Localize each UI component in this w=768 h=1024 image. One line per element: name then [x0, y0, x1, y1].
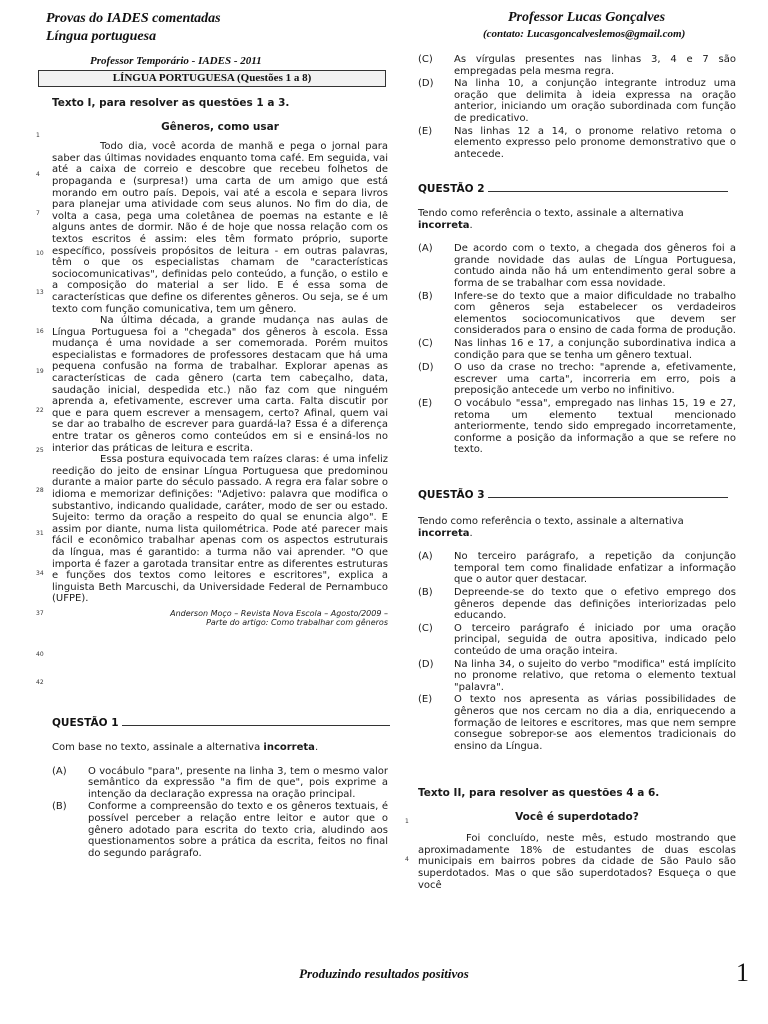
texto1-paragraph-2: Na última década, a grande mudança nas aulas de Língua Portuguesa foi a "chegada" dos gêneros à escola. Essa mudança é uma novidade a ser comemorada. Porém muitos especialistas e formadores de professores destacam que há uma pequena confusão na forma de trabalhar. Explorar apenas as características de cada gênero (carta tem cabeçalho, data, saudação inicial, despedida etc.) não faz com que ninguém aprenda a, efetivamente, escrever uma carta. Falta discutir por que e para quem escrever a mensagem, certo? Afinal, quem vai se dar ao trabalho de escrever para guardá-la? Essa é a diferença entre tratar os gêneros como conteúdos em si e ensiná-los no interior das práticas de leitura e escrita.: [52, 315, 388, 454]
line-number: 28: [36, 487, 44, 494]
texto2-title: Você é superdotado?: [515, 810, 639, 823]
texto1-source-line-1: Anderson Moço – Revista Nova Escola – Agosto/2009 –: [170, 608, 388, 618]
question-1-option-e[interactable]: (E) Nas linhas 12 a 14, o pronome relativo retoma o elemento expresso pelo pronome demonstrativo que o antecede.: [418, 125, 736, 160]
header-left: [46, 10, 221, 46]
question-3-option-d[interactable]: (D) Na linha 34, o sujeito do verbo "modifica" está implícito no pronome relativo, que retoma o elemento textual "palavra".: [418, 658, 736, 693]
question-1-option-c[interactable]: (C) As vírgulas presentes nas linhas 3, 4 e 7 são empregadas pela mesma regra.: [418, 54, 736, 77]
question-2-heading: [418, 182, 728, 195]
question-1-option-d[interactable]: (D) Na linha 10, a conjunção integrante introduz uma oração que delimita à ideia expressa na oração anterior, iniciando um oração subordinada com função de predicativo.: [418, 78, 736, 124]
question-3-option-c[interactable]: (C) O terceiro parágrafo é iniciado por uma oração principal, seguida de outra apositiva, indicado pelo conteúdo de uma oração inteira.: [418, 622, 736, 657]
line-number: 37: [36, 610, 44, 617]
question-2-label: QUESTÃO 2: [418, 183, 485, 195]
question-2-option-e[interactable]: (E) O vocábulo "essa", empregado nas linhas 15, 19 e 27, retoma um elemento textual mencionado anteriormente, tendo sido empregado incorretamente, conforme a posição da informação a que se refere no texto.: [418, 397, 736, 456]
question-2-option-b[interactable]: (B) Infere-se do texto que a maior dificuldade no trabalho com gêneros seja estabelecer os verdadeiros elementos sociocomunicativos que devem ser considerados para o ensino de cada forma de produção.: [418, 290, 736, 337]
texto1-paragraph-1: Todo dia, você acorda de manhã e pega o jornal para saber das últimas novidades enquanto toma café. Em seguida, vai até a caixa de correio e descobre que recebeu folhetos de propaganda e (surpresa!) uma carta de um amigo que está morando em outro país. Depois, vai até a escola e separa livros para planejar uma atividade com seus alunos. No fim do dia, de volta a casa, pega uma coletânea de poemas na estante e lê alguns antes de dormir. Não é de hoje que nossa relação com os textos escritos é assim: eles têm formato próprio, suporte específico, possíveis propósitos de leitura - em outras palavras, têm o que os especialistas chamam de "características sociocomunicativas", definidas pelo conteúdo, a função, o estilo e a composição do material a ser lido. E é essa soma de características que define os diferentes gêneros. Ou seja, se é um texto com função comunicativa, tem um gênero.: [52, 141, 388, 315]
line-number: 19: [36, 368, 44, 375]
question-3-label: QUESTÃO 3: [418, 489, 485, 501]
line-number: 10: [36, 250, 44, 257]
line-number: 13: [36, 289, 44, 296]
line-number: 1: [36, 132, 40, 139]
header-contact: (contato: Lucasgoncalveslemos@gmail.com): [483, 28, 686, 40]
page-footer: Produzindo resultados positivos: [299, 966, 469, 981]
line-number: 34: [36, 570, 44, 577]
line-number: 4: [36, 171, 40, 178]
header-subject: Língua portuguesa: [46, 29, 157, 44]
texto1-source-line-2: Parte do artigo: Como trabalhar com gêneros: [206, 617, 388, 627]
question-1-body: [52, 742, 388, 859]
question-2-prompt: Tendo como referência o texto, assinale a alternativa incorreta.: [418, 208, 684, 231]
line-number: 40: [36, 651, 44, 658]
texto1-title: Gêneros, como usar: [161, 120, 279, 133]
question-2-rule: [488, 182, 728, 192]
question-2-body: [418, 208, 736, 457]
header-course-title: Provas do IADES comentadas: [46, 11, 221, 26]
question-1-continued: [418, 54, 736, 161]
texto2-intro: Texto II, para resolver as questões 4 a 6.: [418, 787, 660, 799]
line-number: 16: [36, 328, 44, 335]
question-2-option-a[interactable]: (A) De acordo com o texto, a chegada dos gêneros foi a grande novidade das aulas de Língua Portuguesa, contudo ainda não há um entendimento geral sobre a forma de se trabalhar com essa novidade.: [418, 243, 736, 289]
page-number: 1: [736, 958, 749, 987]
exam-title: Professor Temporário - IADES - 2011: [90, 55, 262, 67]
texto1-article: [52, 98, 388, 627]
question-3-option-b[interactable]: (B) Depreende-se do texto que o efetivo emprego dos gêneros depende das definições interiorizadas pelo educando.: [418, 586, 736, 622]
question-1-heading: [52, 716, 390, 729]
section-bar: LÍNGUA PORTUGUESA (Questões 1 a 8): [38, 70, 386, 87]
question-3-heading: [418, 488, 728, 501]
question-3-body: [418, 516, 736, 753]
question-3-option-e[interactable]: (E) O texto nos apresenta as várias possibilidades de gêneros que nos cercam no dia a dia, enriquecendo a formação de leitores e escritores, mas que nem sempre consegue sobrepor-se aos elementos tradicionais do ensino da Língua.: [418, 694, 736, 752]
question-3-rule: [488, 488, 728, 498]
line-number: 42: [36, 679, 44, 686]
question-1-rule: [122, 716, 390, 726]
question-3-option-a[interactable]: (A) No terceiro parágrafo, a repetição da conjunção temporal tem como finalidade enfatizar a informação que o autor quer destacar.: [418, 551, 736, 586]
question-1-prompt: Com base no texto, assinale a alternativa incorreta.: [52, 742, 319, 753]
question-2-option-c[interactable]: (C) Nas linhas 16 e 17, a conjunção subordinativa indica a condição para que se tenha um gênero textual.: [418, 337, 736, 361]
line-number: 4: [405, 856, 409, 863]
texto2-article: [418, 788, 736, 891]
line-number: 25: [36, 447, 44, 454]
line-number: 1: [405, 818, 409, 825]
line-number: 31: [36, 530, 44, 537]
question-1-option-a[interactable]: (A) O vocábulo "para", presente na linha 3, tem o mesmo valor semântico da expressão "a fim de que", pois exprime a intenção da declaração expressa na oração principal.: [52, 765, 388, 800]
texto1-intro: Texto I, para resolver as questões 1 a 3.: [52, 97, 290, 109]
header-author: Professor Lucas Gonçalves: [508, 10, 666, 25]
texto2-paragraph-1: Foi concluído, neste mês, estudo mostrando que aproximadamente 18% de estudantes de duas escolas municipais em bairros pobres da cidade de São Paulo são superdotados. Mas o que são superdotados? Esqueça o que você: [418, 833, 736, 891]
line-number: 7: [36, 210, 40, 217]
texto1-paragraph-3: Essa postura equivocada tem raízes claras: é uma infeliz reedição do jeito de ensinar Língua Portuguesa que predominou durante a maior parte do século passado. A regra era falar sobre o idioma e memorizar definições: "Adjetivo: palavra que modifica o substantivo, indicando qualidade, caráter, modo de ser ou estado. Sujeito: termo da oração a respeito do qual se enuncia algo". E assim por diante, numa lista quilométrica. Pode até parecer mais fácil e econômico trabalhar apenas com os aspectos estruturais da língua, mas é garantido: a turma não vai aprender. "O que importa é fazer a garotada transitar entre as diferentes estruturas e funções dos textos como leitores e escritores", explica a linguista Beth Marcuschi, da Universidade Federal de Pernambuco (UFPE).: [52, 454, 388, 605]
question-2-option-d[interactable]: (D) O uso da crase no trecho: "aprende a, efetivamente, escrever uma carta", incorreria em erro, pois a preposição antecede um verbo no infinitivo.: [418, 362, 736, 397]
line-number: 22: [36, 407, 44, 414]
question-1-label: QUESTÃO 1: [52, 717, 119, 729]
question-1-option-b[interactable]: (B) Conforme a compreensão do texto e os gêneros textuais, é possível perceber a relação entre leitor e autor que o gênero adotado para escrita do texto cria, aludindo aos questionamentos sobre a prática da escrita, feitos no final do segundo parágrafo.: [52, 801, 388, 859]
question-3-prompt: Tendo como referência o texto, assinale a alternativa incorreta.: [418, 516, 684, 539]
